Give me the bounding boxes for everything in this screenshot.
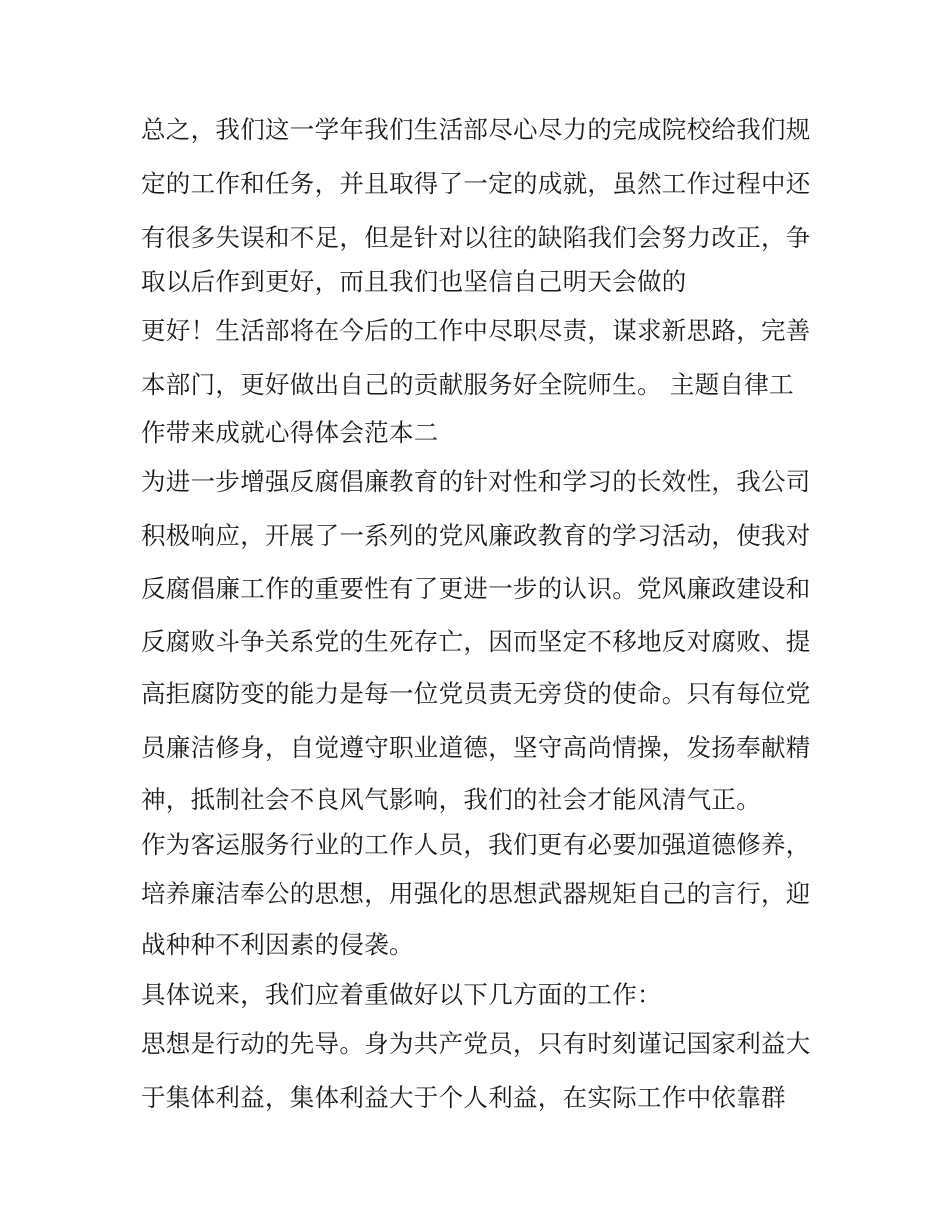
text-line: 定的工作和任务，并且取得了一定的成就，虽然工作过程中还 (141, 169, 811, 198)
text-line: 作为客运服务行业的工作人员，我们更有必要加强道德修养， (141, 830, 811, 859)
text-line: 反腐败斗争关系党的生死存亡，因而坚定不移地反对腐败、提 (141, 627, 811, 656)
text-line: 更好！生活部将在今后的工作中尽职尽责，谋求新思路，完善 (141, 316, 811, 345)
text-line: 培养廉洁奉公的思想，用强化的思想武器规矩自己的言行，迎 (141, 879, 811, 908)
text-line: 积极响应，开展了一系列的党风廉政教育的学习活动，使我对 (141, 521, 811, 550)
text-line: 反腐倡廉工作的重要性有了更进一步的认识。党风廉政建设和 (141, 574, 811, 603)
text-line: 有很多失误和不足，但是针对以往的缺陷我们会努力改正，争 (141, 223, 811, 252)
text-line: 思想是行动的先导。身为共产党员，只有时刻谨记国家利益大 (141, 1029, 811, 1058)
text-line: 神，抵制社会不良风气影响，我们的社会才能风清气正。 (141, 785, 761, 814)
text-line: 员廉洁修身，自觉遵守职业道德，坚守高尚情操，发扬奉献精 (141, 733, 811, 762)
text-line: 为进一步增强反腐倡廉教育的针对性和学习的长效性，我公司 (141, 467, 811, 496)
text-line: 具体说来，我们应着重做好以下几方面的工作： (141, 980, 662, 1009)
text-line: 高拒腐防变的能力是每一位党员责无旁贷的使命。只有每位党 (141, 679, 811, 708)
text-line: 战种种不利因素的侵袭。 (141, 930, 414, 959)
text-line: 取以后作到更好，而且我们也坚信自己明天会做的 (141, 267, 687, 296)
text-line: 于集体利益，集体利益大于个人利益，在实际工作中依靠群 (141, 1083, 786, 1112)
text-line: 作带来成就心得体会范本二 (141, 418, 439, 447)
text-line: 总之，我们这一学年我们生活部尽心尽力的完成院校给我们规 (141, 115, 811, 144)
text-line: 本部门，更好做出自己的贡献服务好全院师生。 主题自律工 (141, 370, 794, 399)
